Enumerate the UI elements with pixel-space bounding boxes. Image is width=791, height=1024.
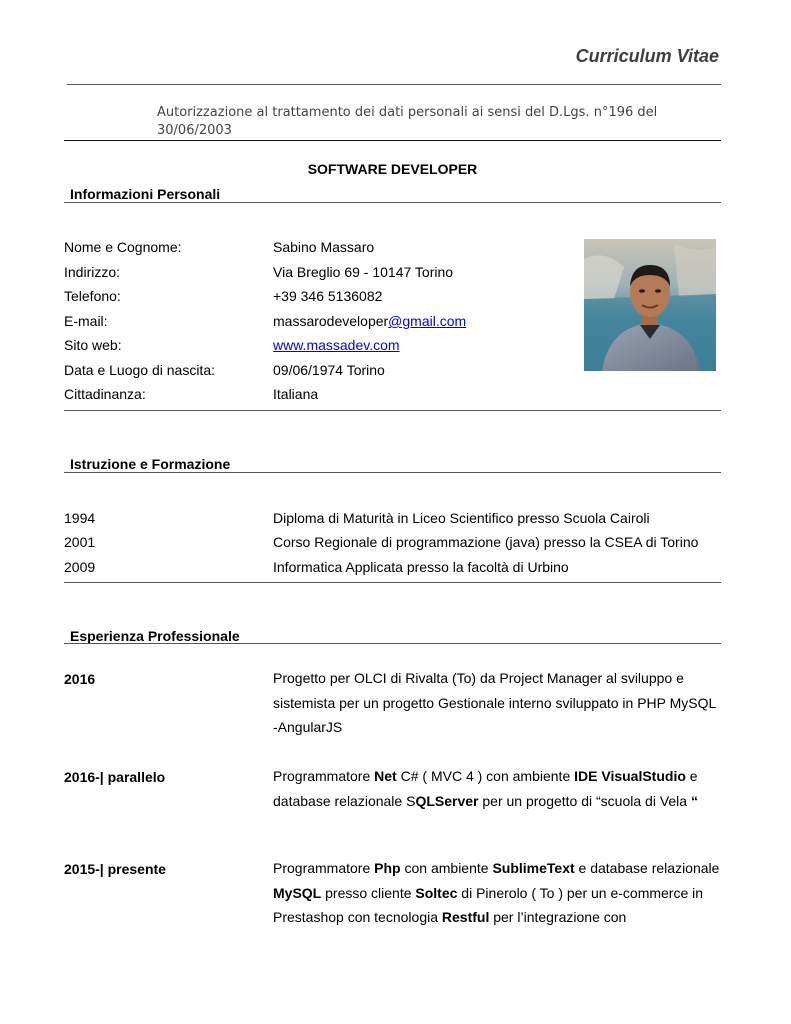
experience-year-1: 2016 — [64, 671, 96, 687]
auth-divider — [64, 140, 721, 141]
exp3-part: Programmatore — [273, 860, 375, 876]
value-phone: +39 346 5136082 — [273, 288, 383, 304]
exp2-part: per un progetto di “scuola di Vela — [478, 792, 691, 809]
exp2-part: Programmatore — [273, 768, 375, 784]
education-year-1: 1994 — [64, 510, 96, 526]
education-divider — [64, 472, 721, 473]
exp2-ide: IDE VisualStudio — [574, 768, 686, 784]
value-citizenship: Italiana — [273, 386, 319, 402]
privacy-authorization: Autorizzazione al trattamento dei dati personali ai sensi del D.Lgs. n°196 del 30/06/2003 — [157, 105, 658, 138]
exp2-net: Net — [374, 768, 397, 784]
exp3-part: per l’integrazione con — [489, 909, 627, 925]
job-role: SOFTWARE DEVELOPER — [307, 161, 478, 177]
exp2-quote: “ — [690, 792, 698, 809]
exp3-php: Php — [374, 860, 401, 876]
label-website: Sito web: — [64, 337, 122, 353]
experience-desc-3 — [273, 856, 723, 930]
education-text-2: Corso Regionale di programmazione (java) presso la CSEA di Torino — [273, 534, 699, 550]
exp3-part: con ambiente — [400, 860, 493, 876]
header-divider — [67, 84, 721, 85]
email-link[interactable]: @gmail.com — [388, 313, 467, 329]
label-phone: Telefono: — [64, 288, 121, 304]
education-year-2: 2001 — [64, 534, 96, 550]
exp3-restful: Restful — [441, 909, 490, 925]
exp3-part: di Pinerolo ( To ) per un e-commerce in Prestashop con tecnologia — [273, 884, 704, 925]
exp2-sqlserver: QLServer — [415, 792, 479, 809]
label-address: Indirizzo: — [64, 264, 121, 280]
experience-desc-1 — [273, 666, 723, 740]
profile-photo-image — [584, 239, 716, 371]
exp3-part: presso cliente — [321, 884, 416, 901]
email-user: massarodeveloper — [273, 313, 389, 329]
personal-end-divider — [64, 410, 721, 411]
label-citizenship: Cittadinanza: — [64, 386, 146, 402]
exp2-part: C# ( MVC 4 ) con ambiente — [396, 768, 575, 784]
experience-year-3: 2015-| presente — [64, 861, 166, 877]
section-title-education: Istruzione e Formazione — [70, 456, 231, 472]
value-name: Sabino Massaro — [273, 239, 375, 255]
experience-year-2: 2016-| parallelo — [64, 769, 166, 785]
label-name: Nome e Cognome: — [64, 239, 182, 255]
cv-title: Curriculum Vitae — [575, 46, 719, 66]
exp3-sublime: SublimeText — [492, 860, 575, 876]
value-website — [273, 336, 400, 354]
section-title-personal: Informazioni Personali — [70, 186, 221, 202]
value-address: Via Breglio 69 - 10147 Torino — [273, 264, 454, 280]
exp2-part: e database relazionale S — [273, 768, 698, 809]
education-text-1: Diploma di Maturità in Liceo Scientifico presso Scuola Cairoli — [273, 510, 650, 526]
label-birth: Data e Luogo di nascita: — [64, 362, 215, 378]
exp3-mysql: MySQL — [273, 884, 322, 901]
education-text-3: Informatica Applicata presso la facoltà di Urbino — [273, 559, 569, 575]
exp3-soltec: Soltec — [415, 884, 458, 901]
value-birth: 09/06/1974 Torino — [273, 362, 385, 378]
experience-divider — [64, 643, 721, 644]
label-email: E-mail: — [64, 313, 108, 329]
experience-1-text: Progetto per OLCI di Rivalta (To) da Project Manager al sviluppo e sistemista per un progetto Gestionale interno sviluppato in PHP MySQL -AngularJS — [273, 670, 716, 735]
education-year-3: 2009 — [64, 559, 96, 575]
website-link[interactable]: www.massadev.com — [273, 337, 400, 353]
value-email — [273, 312, 466, 330]
section-title-experience: Esperienza Professionale — [70, 628, 240, 644]
profile-photo — [584, 239, 716, 371]
education-end-divider — [64, 582, 721, 583]
exp3-part: e database relazionale — [574, 860, 720, 876]
experience-desc-2 — [273, 764, 723, 813]
personal-divider — [64, 202, 721, 203]
